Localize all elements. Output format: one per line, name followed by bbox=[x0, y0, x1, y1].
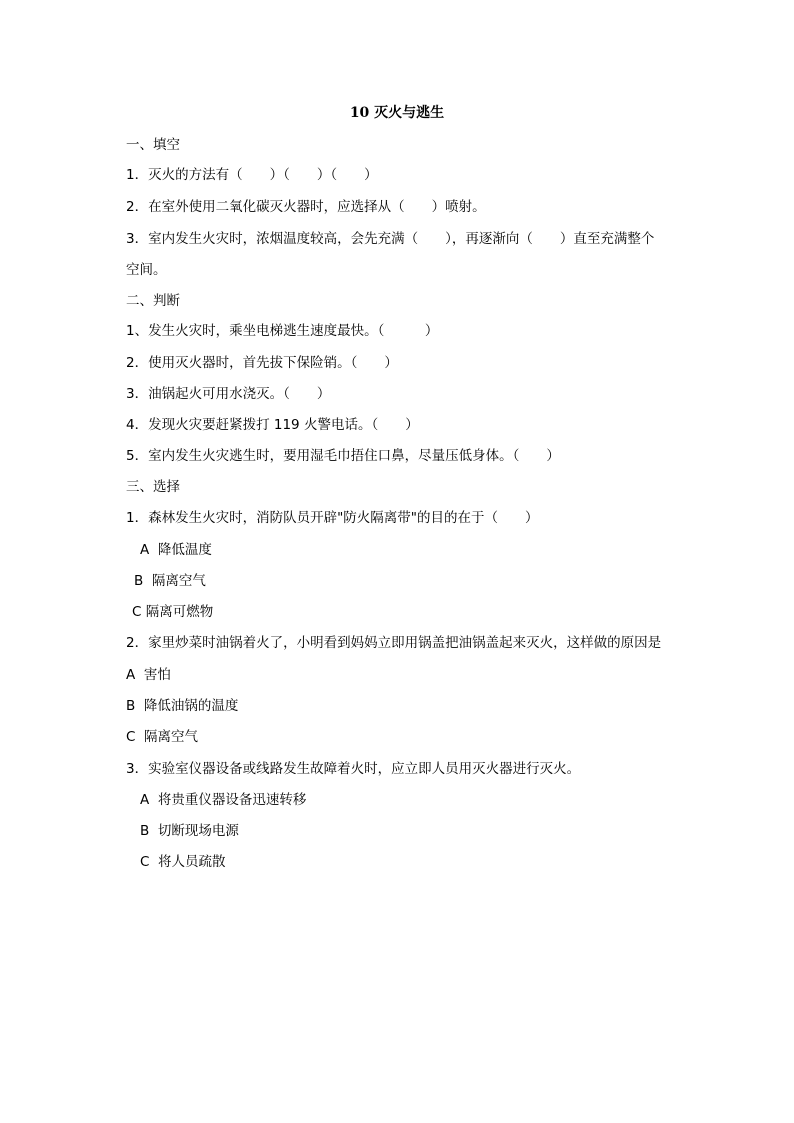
choice-question-2-stem: 2．家里炒菜时油锅着火了，小明看到妈妈立即用锅盖把油锅盖起来灭火，这样做的原因是 bbox=[126, 635, 662, 651]
judge-question-4: 4．发现火灾要赶紧拨打 119 火警电话。（ ） bbox=[126, 417, 419, 433]
judge-question-2: 2．使用灭火器时，首先拔下保险销。（ ） bbox=[126, 355, 398, 371]
choice-question-1-option-a: A 降低温度 bbox=[140, 542, 212, 558]
document-title: 10 灭火与逃生 bbox=[349, 105, 445, 121]
choice-question-2-option-b: B 降低油锅的温度 bbox=[126, 698, 239, 714]
choice-question-2-option-a: A 害怕 bbox=[126, 667, 171, 683]
judge-question-3: 3．油锅起火可用水浇灭。（ ） bbox=[126, 386, 331, 402]
section-heading-fill-in: 一、填空 bbox=[126, 137, 180, 153]
choice-question-3-option-b: B 切断现场电源 bbox=[140, 823, 239, 839]
choice-question-1-option-c: C 隔离可燃物 bbox=[132, 604, 214, 620]
fill-question-1: 1．灭火的方法有（ ）（ ）（ ） bbox=[126, 167, 378, 183]
choice-question-3-option-a: A 将贵重仪器设备迅速转移 bbox=[140, 792, 307, 808]
choice-question-2-option-c: C 隔离空气 bbox=[126, 729, 199, 745]
fill-question-3-line-2: 空间。 bbox=[126, 262, 167, 278]
section-heading-choice: 三、选择 bbox=[126, 479, 180, 495]
choice-question-3-stem: 3．实验室仪器设备或线路发生故障着火时，应立即人员用灭火器进行灭火。 bbox=[126, 761, 581, 777]
choice-question-3-option-c: C 将人员疏散 bbox=[140, 854, 226, 870]
fill-question-2: 2．在室外使用二氧化碳灭火器时，应选择从（ ）喷射。 bbox=[126, 199, 486, 215]
fill-question-3-line-1: 3．室内发生火灾时，浓烟温度较高，会先充满（ ），再逐渐向（ ）直至充满整个 bbox=[126, 231, 655, 247]
judge-question-5: 5．室内发生火灾逃生时，要用湿毛巾捂住口鼻，尽量压低身体。（ ） bbox=[126, 448, 560, 464]
choice-question-1-option-b: B 隔离空气 bbox=[134, 573, 206, 589]
section-heading-true-false: 二、判断 bbox=[126, 293, 180, 309]
choice-question-1-stem: 1．森林发生火灾时，消防队员开辟"防火隔离带"的目的在于（ ） bbox=[126, 510, 539, 526]
judge-question-1: 1、发生火灾时，乘坐电梯逃生速度最快。（ ） bbox=[126, 323, 439, 339]
